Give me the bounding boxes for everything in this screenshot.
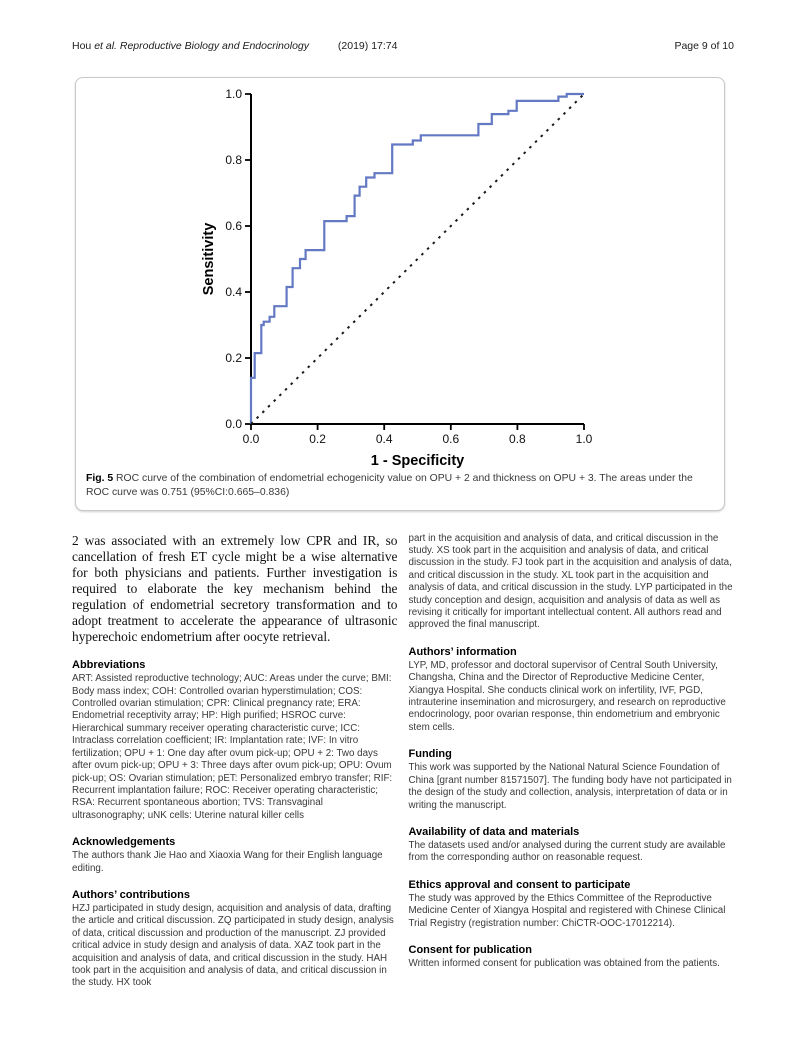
roc-curve-plot bbox=[76, 78, 725, 470]
consent-body: Written informed consent for publication was obtained from the patients. bbox=[408, 957, 720, 969]
abbreviations-heading: Abbreviations bbox=[72, 659, 146, 672]
back-matter bbox=[0, 533, 800, 990]
column-right bbox=[409, 533, 735, 990]
x-tick-label: 0.2 bbox=[309, 432, 326, 446]
page-number: Page 9 of 10 bbox=[674, 40, 734, 52]
y-tick-label: 0.8 bbox=[225, 153, 242, 167]
y-tick-label: 0.6 bbox=[225, 219, 242, 233]
conclusion-paragraph: 2 was associated with an extremely low CPR and IR, so cancellation of fresh ET cycle might be a wise alternative for both physicians and patients. Further investigation is required to elaborate the key mechanism behind the regulation of endometrial secretory transformation and to adopt treatment to accelerate the appearance of ultrasonic hyperechoic endometrium after oocyte retrieval. bbox=[72, 532, 398, 645]
availability-heading: Availability of data and materials bbox=[408, 825, 580, 838]
ethics-body: The study was approved by the Ethics Committee of the Reproductive Medicine Center of Xiangya Hospital and registered with Chinese Clinical Trial Registry (registration number: ChiCTR-OOC-17012214). bbox=[408, 892, 726, 929]
figure-box bbox=[75, 77, 725, 511]
x-axis-title: 1 - Specificity bbox=[370, 453, 465, 469]
x-tick-label: 1.0 bbox=[575, 432, 593, 446]
consent-heading: Consent for publication bbox=[408, 943, 532, 956]
authors-information-heading: Authors’ information bbox=[408, 645, 517, 658]
y-tick-label: 0.0 bbox=[225, 417, 242, 431]
column-left bbox=[72, 533, 398, 990]
abbreviations-body: ART: Assisted reproductive technology; AUC: Areas under the curve; BMI: Body mass index; COH: Controlled ovarian hyperstimulation; COS: Controlled ovarian stimulation; CPR: Clinical pregnancy rate; ERA: Endometrial receptivity array; HP: High purified; HSROC curve: Hierarchical summary receiver operating characteristic curve; ICC: Intraclass correlation coefficient; IR: Implantation rate; IVF: In vitro fertilization; OPU + 1: One day after ovum pick-up; OPU + 2: Two days after ovum pick-up; OPU + 3: Three days after ovum pick-up; OPU: Ovum pick-up; OS: Ovarian stimulation; pET: Personalized embryo transfer; RIF: Recurrent implantation failure; ROC: Receiver operating characteristic; RSA: Recurrent spontaneous abortion; TVS: Transvaginal ultrasonography; uNK cells: Uterine natural killer cells bbox=[72, 673, 393, 821]
y-tick-label: 1.0 bbox=[225, 87, 242, 101]
funding-body: This work was supported by the National Natural Science Foundation of China [grant number 81571507]. The funding body have not participated in the design of the study and collection, analysis, interpretation of data or in writing the manuscript. bbox=[408, 762, 732, 811]
authors-contributions-continued: part in the acquisition and analysis of data, and critical discussion in the study. XS took part in the acquisition and analysis of data, and critical discussion in the study. FJ took part in the acquisition and analysis of data, and critical discussion in the study. XL took part in the acquisition and analysis of data, and critical discussion in the study. LYP participated in the study conception and design, acquisition and analysis of data as well as revising it critically for important intellectual content. All authors read and approved the final manuscript. bbox=[408, 532, 733, 631]
ethics-heading: Ethics approval and consent to participate bbox=[408, 878, 631, 891]
authors-contributions-body: HZJ participated in study design, acquisition and analysis of data, drafting the article and critical discussion. ZQ participated in study design, analysis of data, critical discussion and production of the manuscript. ZJ provided critical advice in study design and analysis of data. XAZ took part in the acquisition and analysis of data, and critical discussion in the study. HAH took part in the acquisition and analysis of data, and critical discussion in the study. HX took bbox=[72, 902, 394, 989]
figure-caption bbox=[76, 470, 724, 510]
y-tick-label: 0.4 bbox=[225, 285, 242, 299]
running-head bbox=[0, 0, 800, 52]
volume-citation: (2019) 17:74 bbox=[337, 40, 398, 52]
acknowledgements-heading: Acknowledgements bbox=[72, 836, 176, 849]
funding-heading: Funding bbox=[408, 748, 452, 761]
y-tick-label: 0.2 bbox=[225, 351, 242, 365]
acknowledgements-body: The authors thank Jie Hao and Xiaoxia Wang for their English language editing. bbox=[72, 850, 383, 874]
y-axis-title: Sensitivity bbox=[201, 222, 217, 296]
caption-text: ROC curve of the combination of endometrial echogenicity value on OPU + 2 and thickness on OPU + 3. The areas under the ROC curve was 0.751 (95%CI:0.665–0.836) bbox=[86, 473, 693, 498]
x-tick-label: 0.0 bbox=[242, 432, 260, 446]
roc-chart bbox=[76, 78, 725, 470]
caption-label: Fig. 5 bbox=[86, 473, 114, 484]
running-head-citation bbox=[72, 40, 397, 52]
authors-contributions-heading: Authors’ contributions bbox=[72, 888, 190, 901]
etal-text: et al. bbox=[94, 40, 117, 52]
x-tick-label: 0.4 bbox=[375, 432, 393, 446]
x-tick-label: 0.8 bbox=[509, 432, 526, 446]
authors-information-body: LYP, MD, professor and doctoral supervisor of Central South University, Changsha, China and the Director of Reproductive Medicine Center, Xiangya Hospital. She conducts clinical work on infertility, IVF, PGD, intrauterine insemination and microsurgery, and research on reproductive endocrinology, poor ovarian response, thin endometrium and embryonic stem cells. bbox=[408, 659, 726, 733]
journal-name: Reproductive Biology and Endocrinology bbox=[119, 40, 309, 52]
availability-body: The datasets used and/or analysed during the current study are available from the corresponding author on reasonable request. bbox=[408, 839, 726, 864]
x-tick-label: 0.6 bbox=[442, 432, 460, 446]
author-name: Hou bbox=[72, 40, 92, 52]
